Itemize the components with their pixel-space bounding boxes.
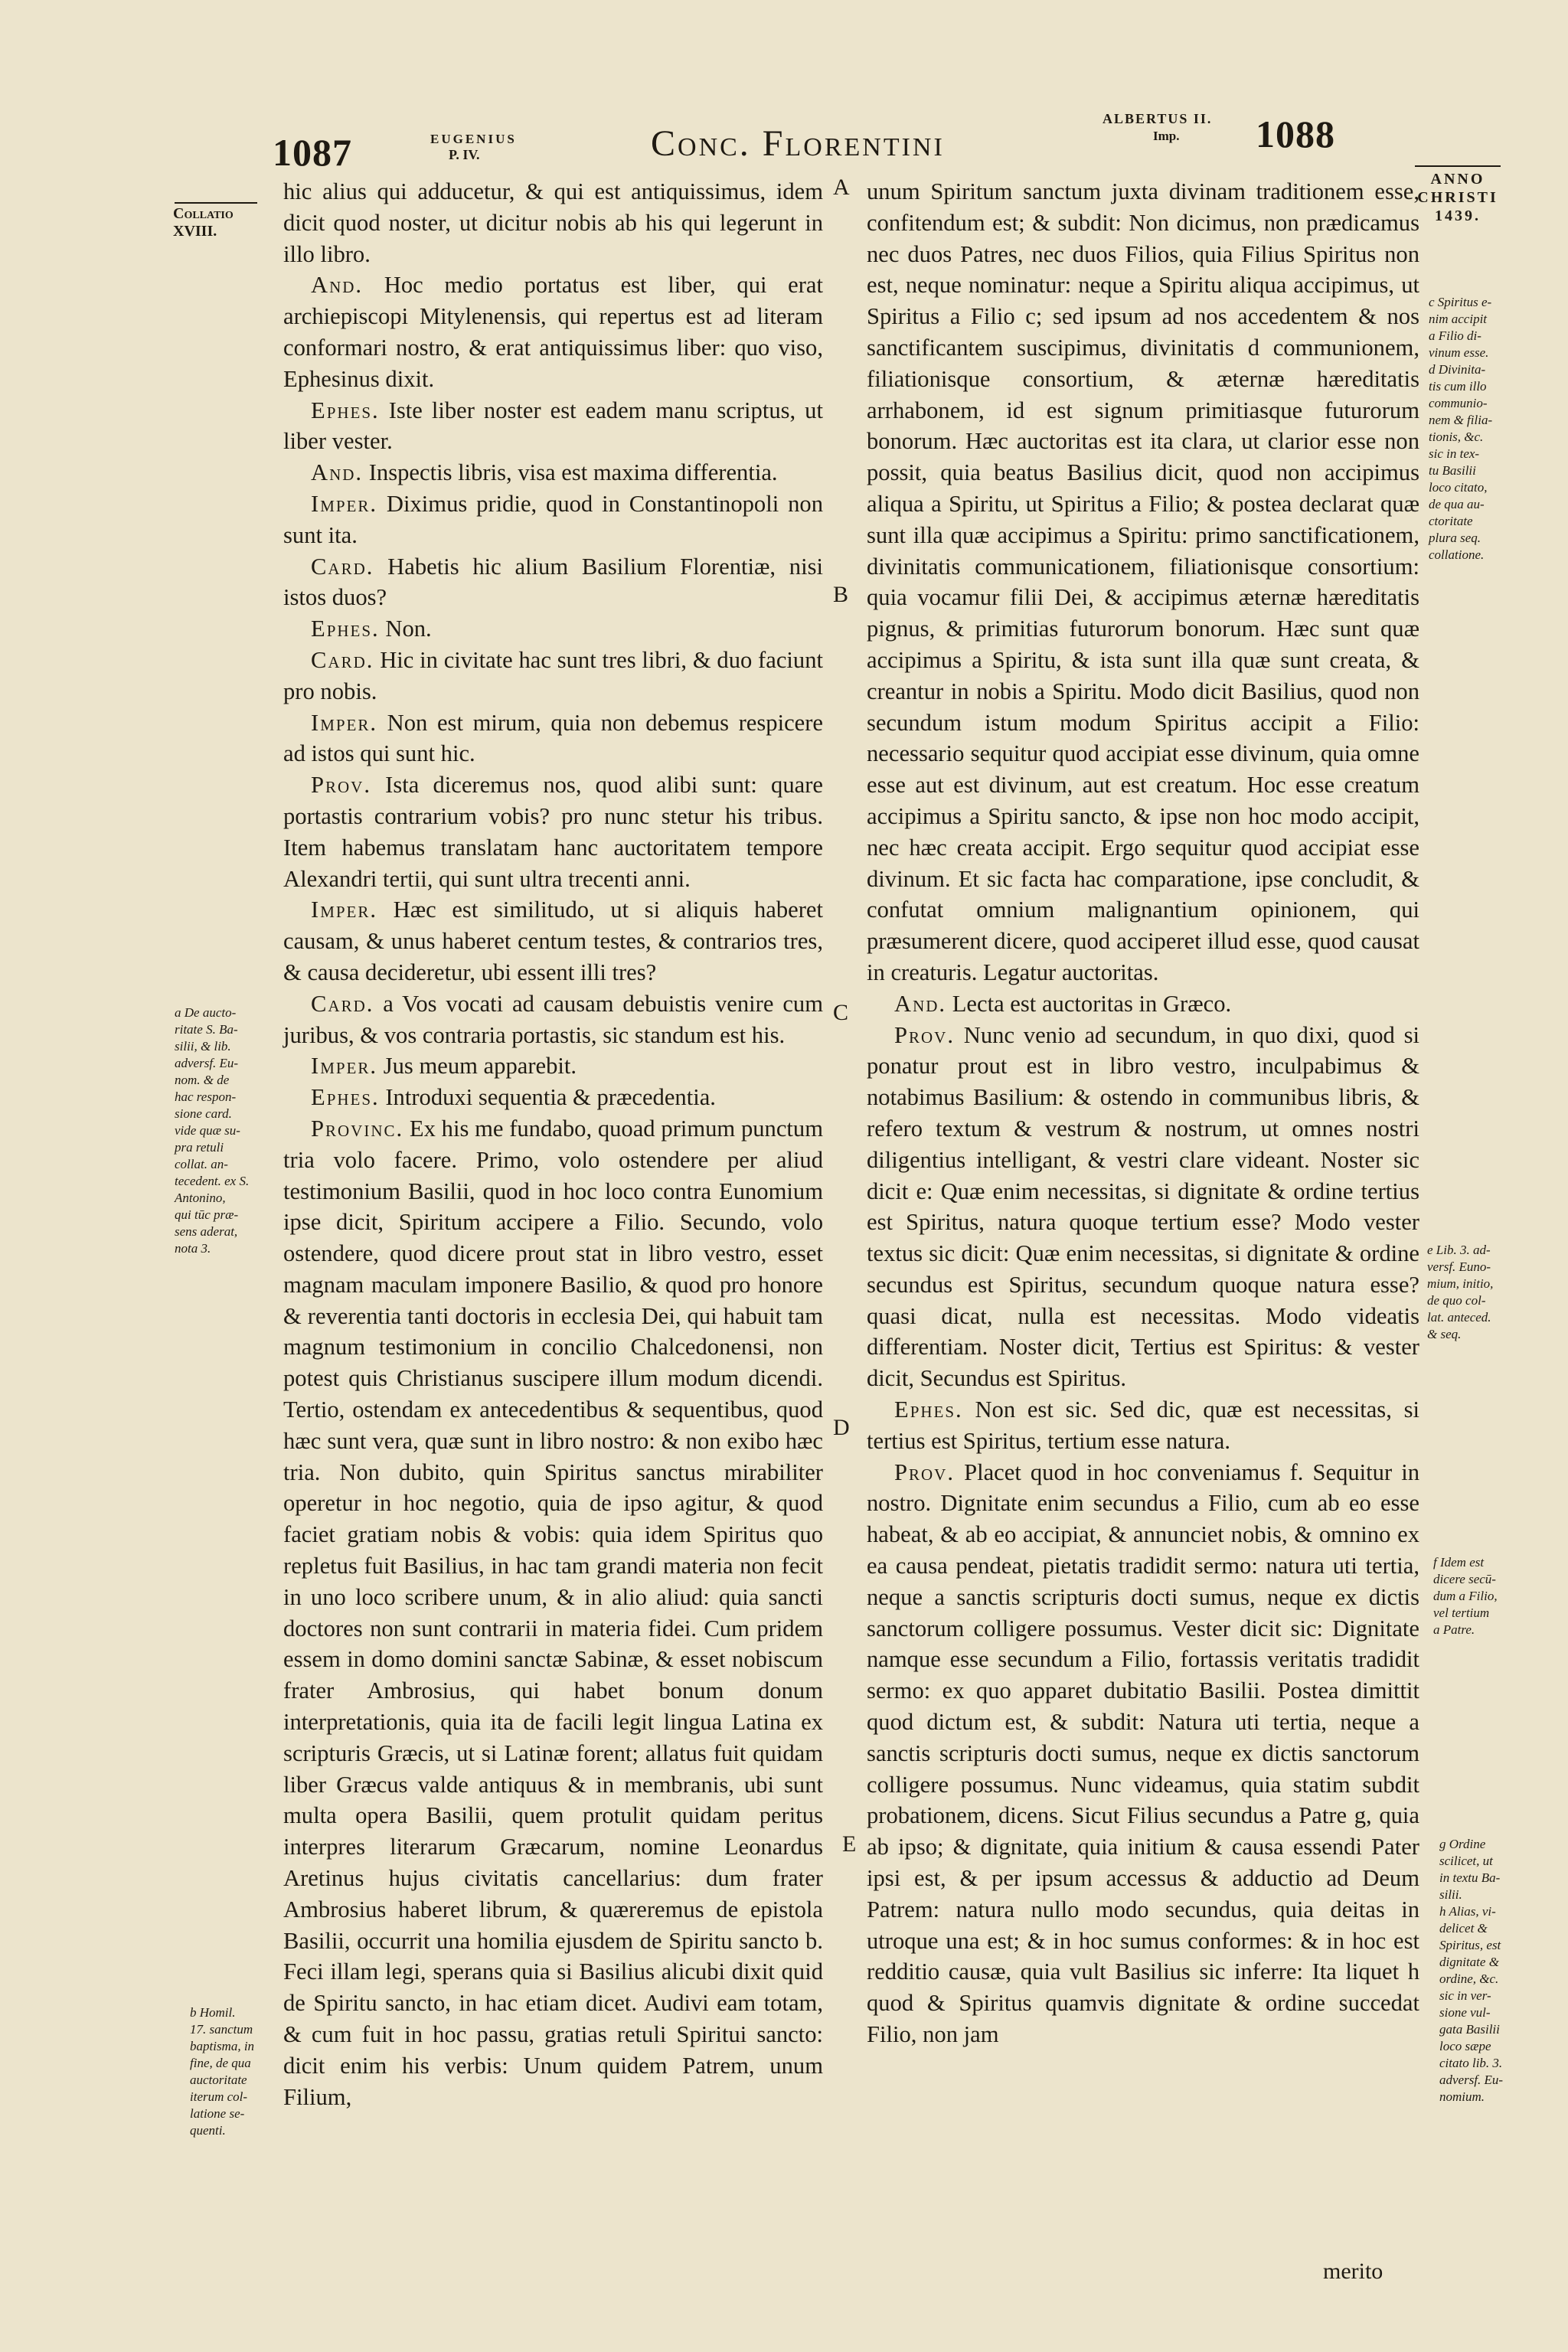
paragraph [283,270,823,394]
speaker-label: And. [311,459,364,486]
emperor-tag: Imp. [1153,129,1180,143]
paragraph-text: Non est mirum, quia non debemus respicere ad istos qui sunt hic. [283,709,823,767]
margin-rule-left [175,202,257,204]
margin-note-f: f Idem est dicere secū- dum a Filio, vel tertium a Patre. [1433,1555,1498,1637]
paragraph-text: Diximus pridie, quod in Constantinopoli non sunt ita. [283,490,823,548]
paragraph [283,176,823,270]
anno-christi-label: ANNO CHRISTI 1439. [1417,171,1498,224]
paragraph-text: a Vos vocati ad causam debuistis venire cum juribus, & vos contraria portastis, sic standum est his. [283,990,823,1048]
section-marker-d: D [833,1415,850,1440]
speaker-label: Ephes. [311,1084,380,1111]
right-text-column [867,176,1419,2050]
paragraph [867,1394,1419,1457]
speaker-label: Card. [311,553,374,580]
paragraph-text: Inspectis libris, visa est maxima differentia. [368,459,778,486]
speaker-label: And. [311,272,364,299]
speaker-label: Prov. [894,1459,956,1485]
margin-rule-right [1415,165,1501,167]
paragraph-text: Hæc est similitudo, ut si aliquis haberet causam, & unus haberet centum testes, & contrarios tres, & causa decideretur, ubi essent illi tres? [283,897,823,985]
speaker-label: Ephes. [894,1396,963,1423]
paragraph-text: Introduxi sequentia & præcedentia. [385,1084,716,1111]
pope-number: P. IV. [449,147,480,162]
pope-name: EUGENIUS [430,132,517,146]
section-marker-b: B [833,582,849,607]
paragraph-text: unum Spiritum sanctum juxta divinam traditionem esse, confitendum est; & subdit: Non dicimus, non prædicamus nec duos Patres, nec duos Filios, quia Filius Spiritus non est, neque nominatur: neque a Spiritu aliqua accipimus, ut Spiritus a Filio c; sed ipsum ad nos accedentem & nos sanctificantem suscipimus, divinitatis d communionem, filiationisque consortium, & æternæ hæreditatis arrhabonem, id est signum primitiasque futurorum bonorum. Hæc auctoritas est ita clara, ut clarior esse non possit, quia beatus Basilius dicit, quod non accipimus aliqua a Spiritu, ut Spiritus a Filio; & postea declarat quæ sunt illa quæ accipimus a Spiritu: primo sanctificationem, divinitatis communicationem, filiationisque consortium: quia vocamur filii Dei, & accipimus æternæ hæreditatis pignus, & primitias futurorum bonorum. Hæc sunt quæ accipimus a Spiritu, & ista sunt illa quæ sunt creata, & creantur in nobis a Spiritu. Modo dicit Basilius, quod non secundum istum modum Spiritus accipit a Filio: necessario sequitur quod accipiat esse divinum, quia omne esse aut est divinum, aut est creatum. Hoc esse creatum accipimus a Spiritu sancto, & ipse non hoc modo accipit, nec hæc creata accipit. Ergo sequitur quod accipiat esse divinum. Et sic facta hac comparatione, ipse concludit, & confutat omnium malignantium opinionem, qui præsumerent dicere, quod acciperet illud esse, quod causat in creaturis. Legatur auctoritas. [867,178,1419,985]
speaker-label: Ephes. [311,616,380,642]
margin-note-e: e Lib. 3. ad- versf. Euno- mium, initio, de quo col- lat. anteced. & seq. [1427,1243,1494,1341]
margin-note-b: b Homil. 17. sanctum baptisma, in fine, de qua auctoritate iterum col- latione se- quenti. [190,2005,255,2138]
paragraph-text: Hic in civitate hac sunt tres libri, & duo faciunt pro nobis. [283,646,823,704]
section-marker-c: C [833,1000,849,1025]
paragraph-text: Iste liber noster est eadem manu scriptus, ut liber vester. [283,397,823,455]
paragraph-text: Non. [385,616,432,642]
paragraph-text: Jus meum apparebit. [383,1053,577,1080]
paragraph [283,613,823,645]
paragraph [283,395,823,458]
paragraph [283,645,823,707]
paragraph [283,1050,823,1082]
margin-note-c: c Spiritus e- nim accipit a Filio di- vinum esse. d Divinita- tis cum illo communio- nem & filia- tionis, &c. sic in tex- tu Basilii loco citato, de qua au- ctoritate plura seq. collatione. [1429,295,1493,562]
paragraph [283,894,823,988]
collatio-label: Collatio XVIII. [173,205,234,240]
paragraph-text: Placet quod in hoc conveniamus f. Sequitur in nostro. Dignitate enim secundus a Filio, cum ab eo esse habeat, & ab eo accipiat, & annunciet nobis, & omnino ex ea causa pendeat, pietatis tradidit sermo: natura uti tertia, neque a sanctis scripturis docti sumus, neque ex dictis sanctorum colligere possumus. Vester dicit sic: Dignitate namque esse secundum a Filio, fortassis veritatis tradidit sermo: ex quo apparet dubitatio Basilii. Postea dimittit quod dictum est, & subdit: Natura uti tertia, neque a sanctis scripturis docti sumus, neque ex dictis sanctorum colligere possumus. Nunc videamus, quia statim subdit probationem, dicens. Sicut Filius secundus a Patre g, quia ab ipso; & dignitate, quia initium & causa essendi Pater ipsi est, & per ipsum accessus & adductio ad Deum Patrem: natura nullo modo secundus, quia deitas in utroque una est; & in hoc sumus conformes: & in hoc est redditio causæ, quia vult Basilius sic inferre: Ita liquet h quod & Spiritus quamvis dignitate & ordine succedat Filio, non jam [867,1459,1419,2048]
margin-note-a: a De aucto- ritate S. Ba- silii, & lib. adversf. Eu- nom. & de hac respon- sione card. vide quæ su- pra retuli collat. an- tecedent. ex S. Antonino, qui tūc præ- sens aderat, nota 3. [175,1005,250,1256]
paragraph [867,176,1419,988]
paragraph [283,551,823,614]
left-text-column [283,176,823,2112]
page-number-left: 1087 [273,131,352,174]
paragraph [283,488,823,551]
paragraph [283,457,823,488]
speaker-label: Imper. [311,490,378,517]
paragraph-text: Lecta est auctoritas in Græco. [952,990,1232,1017]
paragraph [867,1457,1419,2050]
paragraph [867,1020,1419,1395]
paragraph-text: Nunc venio ad secundum, in quo dixi, quod si ponatur prout est in libro vestro, inculpabimus & notabimus Basilium: & ostendo in communibus libris, & refero textum & vestrum & nostrum, ut omnes nostri diligentius intelligant, & vestri clare videant. Noster sic dicit e: Quæ enim necessitas, si dignitate & ordine tertius est Spiritus, natura quoque tertium esse? Modo vester textus sic dicit: Quæ enim necessitas, si dignitate & ordine secundus est Spiritus, secundum quoque natura esse? quasi dicat, nulla est necessitas. Modo videatis differentiam. Noster dicit, Tertius est Spiritus: & vester dicit, Secundus est Spiritus. [867,1021,1419,1392]
speaker-label: Card. [311,646,374,673]
speaker-label: And. [894,990,947,1017]
paragraph-text: hic alius qui adducetur, & qui est antiquissimus, idem dicit quod noster, ut dicitur nobis ab his qui legerunt in illo libro. [283,178,823,267]
running-title: Conc. Florentini [651,123,945,164]
paragraph [283,769,823,894]
speaker-label: Ephes. [311,397,380,423]
page-number-right: 1088 [1256,113,1335,155]
paragraph-text: Ista diceremus nos, quod alibi sunt: quare portastis contrarium vobis? pro nunc stetur his tribus. Item habemus translatam hanc auctoritatem tempore Alexandri tertii, qui sunt ultra trecenti anni. [283,772,823,892]
paragraph-text: Ex his me fundabo, quoad primum punctum tria volo facere. Primo, volo ostendere per aliud testimonium Basilii, quod in hoc loco contra Eunomium ipse dicit, Spiritum accipere a Filio. Secundo, volo ostendere, quod dicere prout stat in libro vestro, esset magnam maculam imponere Basilio, & quod pro honore & reverentia tanti doctoris in ecclesia Dei, qui habuit tam magnum testimonium in concilio Chalcedonensi, non potest quis Christianus suscipere illum modum dicendi. Tertio, ostendam ex antecedentibus & sequentibus, quod hæc sunt vera, quæ sunt in libro nostro: & non exibo hæc tria. Non dubito, quin Spiritus sanctus mirabiliter operetur in hoc negotio, quia de ipso agitur, & quod faciet gratiam nobis & vobis: quia idem Spiritus quo repletus fuit Basilius, in hac tam grandi materia non fecit in uno loco scribere unum, & in alio aliud: quia sancti doctores non sunt contrarii in materia fidei. Cum pridem essem in domo domini sanctæ Sabinæ, & esset nobiscum frater Ambrosius, qui habet bonum donum interpretationis, quia ita de facili legit lingua Latina ex scripturis Græcis, ut si Latinæ forent; allatus fuit quidam liber Græcus valde antiquus & in membranis, ubi sunt multa opera Basilii, quem protulit quidam peritus interpres literarum Græcarum, nomine Leonardus Aretinus hujus civitatis cancellarius: dum frater Ambrosius haberet librum, & quæreremus de epistola Basilii, occurrit una homilia ejusdem de Spiritu sancto b. Feci illam legi, sperans quia si Basilius alicubi dixit quid de Spiritu sancto, in hac etiam dicet. Audivi eam totam, & cum fuit in hoc passu, gratias retuli Spiritui sancto: dicit enim his verbis: Unum quidem Patrem, unum Filium, [283,1115,824,2110]
paragraph [283,1082,823,1113]
paragraph [283,1113,823,2113]
speaker-label: Card. [311,990,374,1017]
paragraph-text: Non est sic. Sed dic, quæ est necessitas, si tertius est Spiritus, tertium esse natura. [867,1396,1419,1454]
paragraph-text: Hoc medio portatus est liber, qui erat archiepiscopi Mitylenensis, qui repertus est ad literam conformari nostro, & erat antiquissimus liber: quo viso, Ephesinus dixit. [283,272,823,392]
paragraph [283,988,823,1051]
speaker-label: Provinc. [311,1115,404,1142]
paragraph [283,707,823,770]
section-marker-e: E [842,1831,857,1857]
paragraph [867,988,1419,1020]
speaker-label: Imper. [311,1053,378,1080]
speaker-label: Imper. [311,897,378,923]
speaker-label: Prov. [894,1021,956,1048]
catchword: merito [1323,2259,1383,2284]
emperor-name: ALBERTUS II. [1102,111,1213,126]
speaker-label: Imper. [311,709,378,736]
speaker-label: Prov. [311,772,372,799]
section-marker-a: A [833,175,850,200]
paragraph-text: Habetis hic alium Basilium Florentiæ, nisi istos duos? [283,553,823,611]
margin-note-g: g Ordine scilicet, ut in textu Ba- silii. h Alias, vi- delicet & Spiritus, est dignitate & ordine, &c. sic in ver- sione vul- gata Basilii loco sæpe citato lib. 3. adversf. Eu- nomium. [1439,1837,1504,2104]
